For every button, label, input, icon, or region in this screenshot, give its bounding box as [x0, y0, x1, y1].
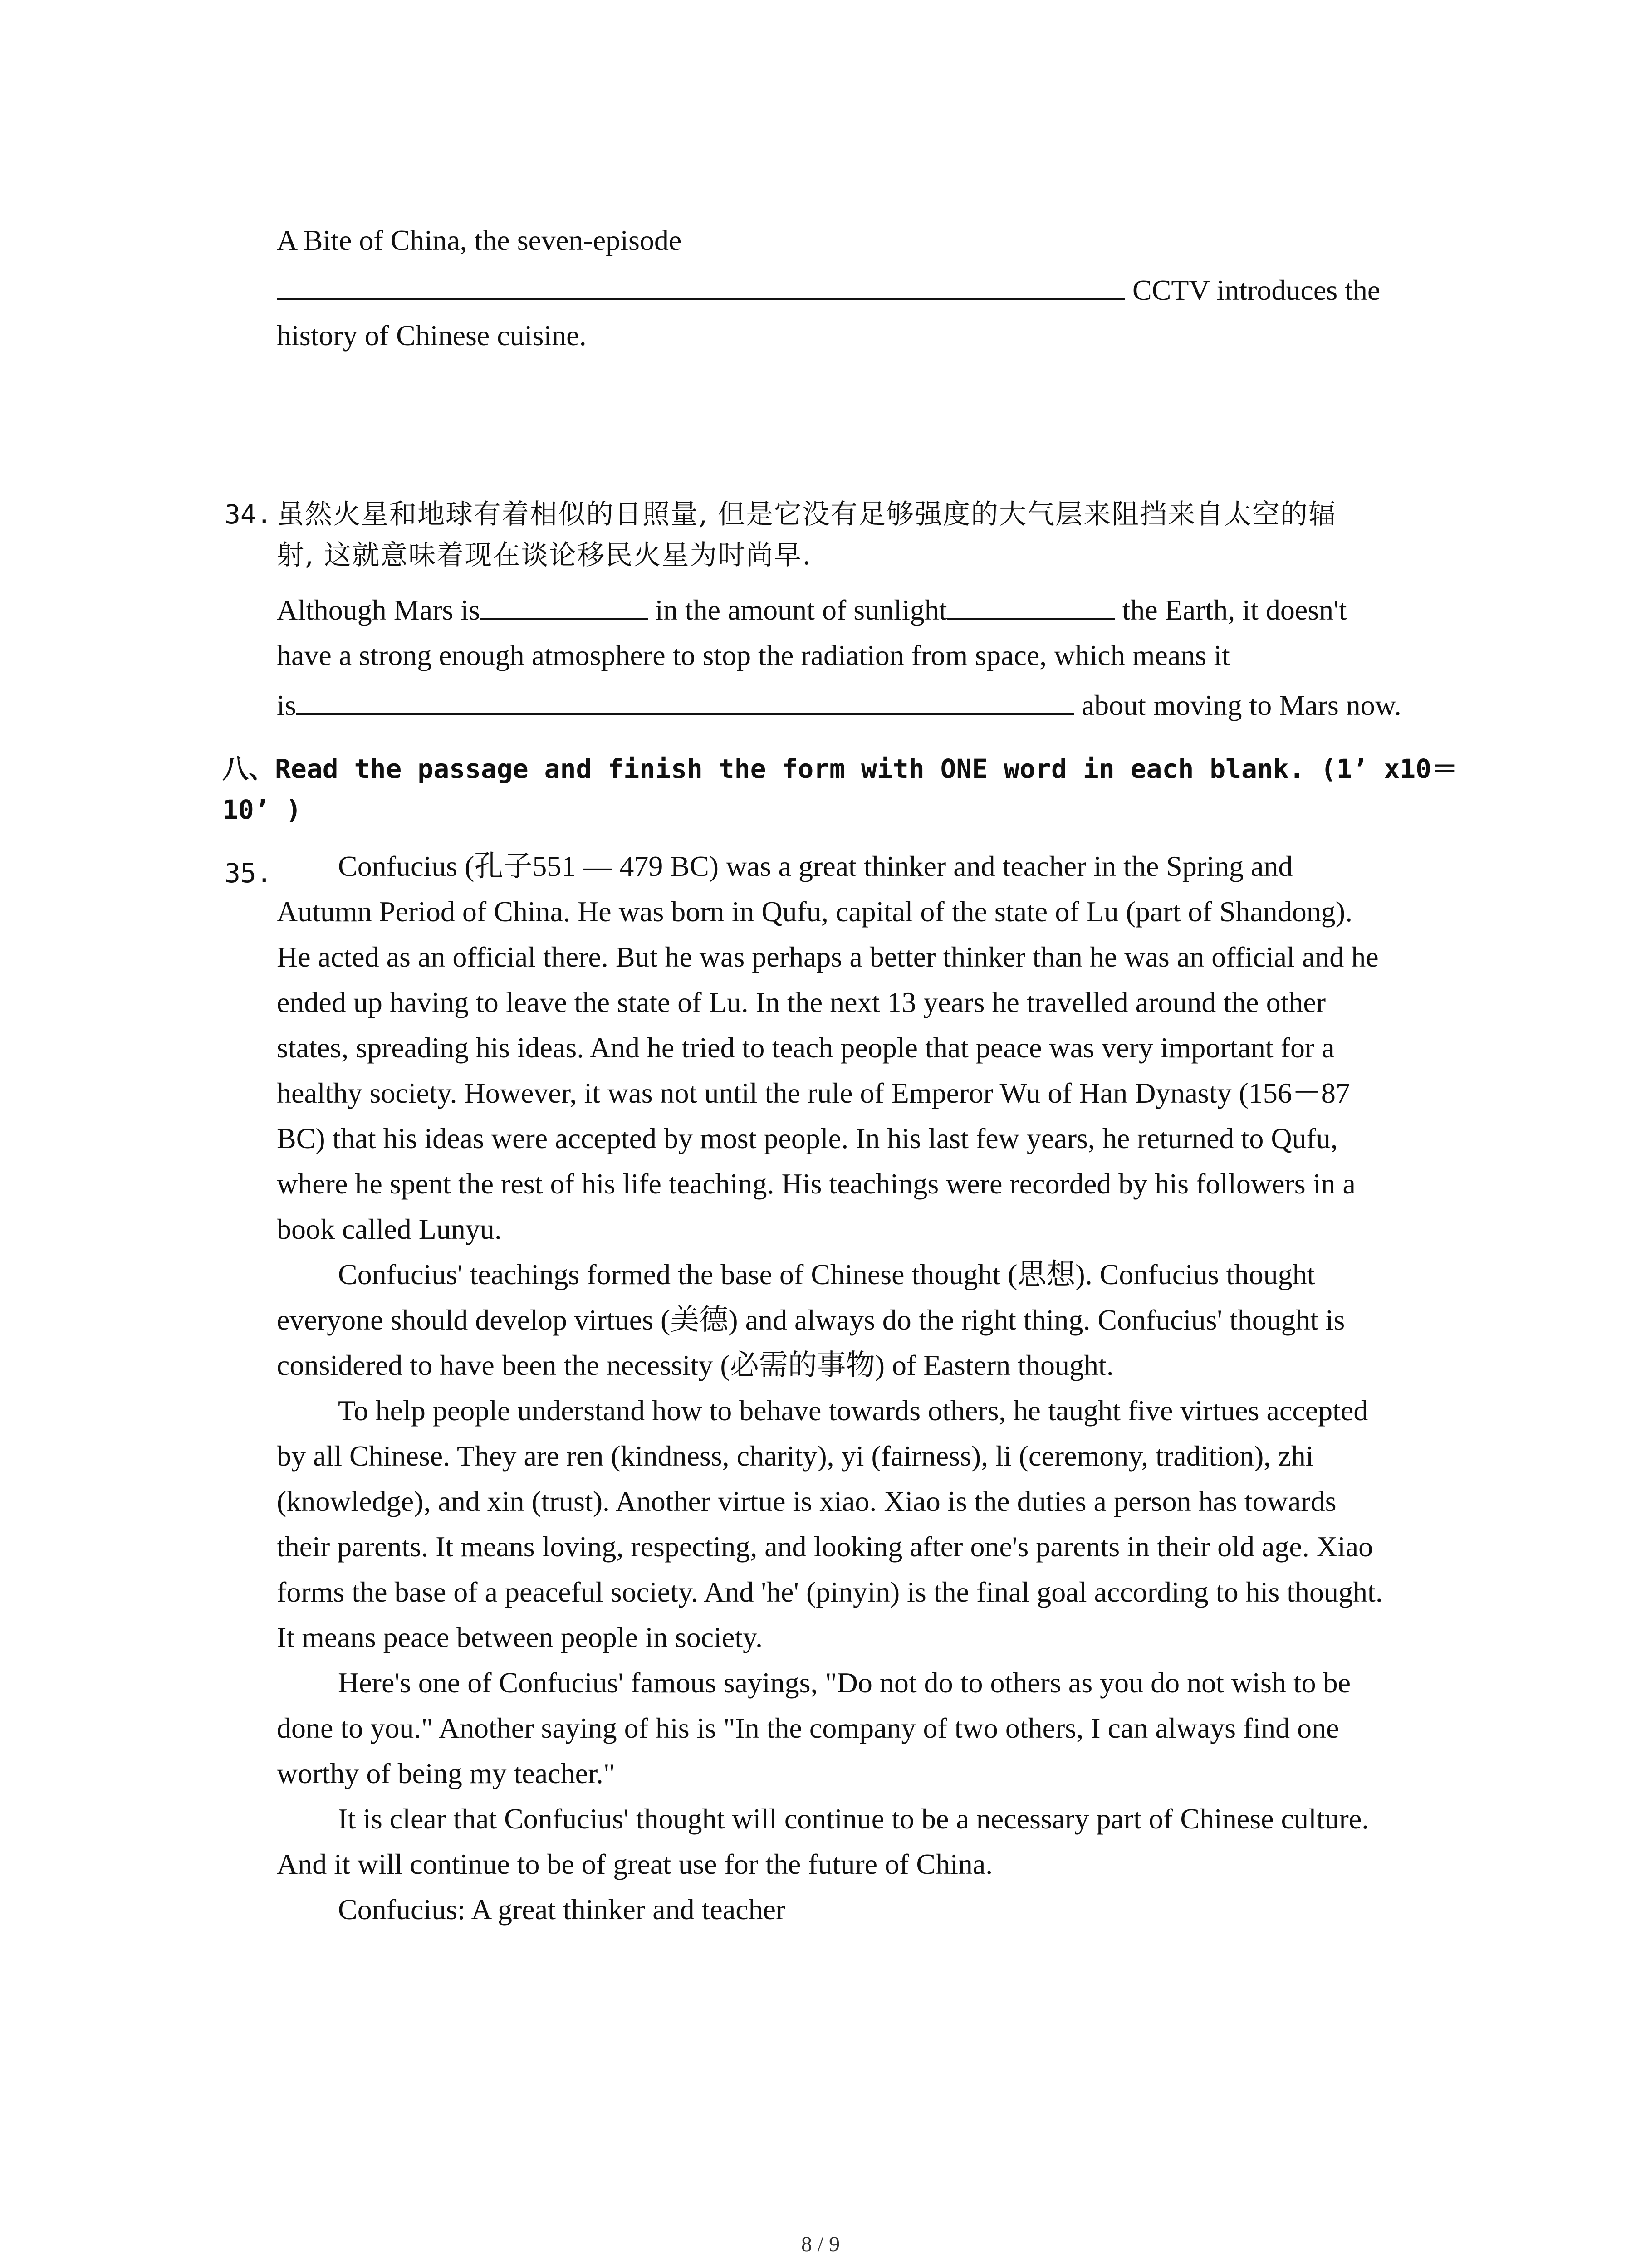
passage-line: And it will continue to be of great use for the future of China. — [277, 1848, 993, 1880]
passage-line: Autumn Period of China. He was born in Qufu, capital of the state of Lu (part of Shandong). — [277, 895, 1353, 928]
q34-chinese-line2: 射, 这就意味着现在谈论移民火星为时尚早. — [277, 539, 812, 571]
q34-text-is: is — [277, 689, 296, 721]
passage-line: worthy of being my teacher." — [277, 1757, 615, 1789]
answer-blank[interactable] — [947, 591, 1115, 620]
passage-line: It means peace between people in society. — [277, 1621, 763, 1653]
passage-line: Confucius' teachings formed the base of Chinese thought (思想). Confucius thought — [338, 1258, 1315, 1290]
q34-text-b: in the amount of sunlight — [655, 594, 947, 626]
answer-blank[interactable] — [296, 686, 1074, 715]
passage-line: It is clear that Confucius' thought will continue to be a necessary part of Chinese culture. — [338, 1803, 1369, 1835]
passage-line: by all Chinese. They are ren (kindness, charity), yi (fairness), li (ceremony, tradition), zhi — [277, 1440, 1314, 1472]
section-heading-cont: 10’ ) — [222, 794, 302, 825]
passage-line: considered to have been the necessity (必需的事物) of Eastern thought. — [277, 1349, 1114, 1381]
passage-line: He acted as an official there. But he was perhaps a better thinker than he was an official and he — [277, 941, 1379, 973]
passage-line: their parents. It means loving, respecting, and looking after one's parents in their old age. Xiao — [277, 1530, 1373, 1563]
q33-line3: history of Chinese cuisine. — [277, 319, 587, 352]
passage-line: healthy society. However, it was not until the rule of Emperor Wu of Han Dynasty (156－87 — [277, 1077, 1350, 1109]
passage — [277, 844, 1447, 1932]
passage-line: where he spent the rest of his life teaching. His teachings were recorded by his followers in a — [277, 1168, 1356, 1200]
passage-line: states, spreading his ideas. And he tried to teach people that peace was very important for a — [277, 1031, 1335, 1064]
q34-english-line3 — [277, 683, 1401, 728]
passage-line: forms the base of a peaceful society. And 'he' (pinyin) is the final goal according to his thought. — [277, 1576, 1383, 1608]
passage-line: BC) that his ideas were accepted by most people. In his last few years, he returned to Qufu, — [277, 1122, 1338, 1154]
q34-english-line2: have a strong enough atmosphere to stop the radiation from space, which means it — [277, 639, 1230, 671]
q33-line2 — [277, 268, 1380, 313]
q33-line1: A Bite of China, the seven-episode — [277, 224, 682, 256]
passage-line: ended up having to leave the state of Lu. In the next 13 years he travelled around the other — [277, 986, 1326, 1018]
passage-line: everyone should develop virtues (美德) and always do the right thing. Confucius' thought is — [277, 1304, 1345, 1336]
q34-chinese-line1: 虽然火星和地球有着相似的日照量, 但是它没有足够强度的大气层来阻挡来自太空的辐 — [277, 499, 1337, 530]
q34-text-c: the Earth, it doesn't — [1122, 594, 1347, 626]
q33-line2-suffix: CCTV introduces the — [1132, 274, 1381, 306]
passage-line: Here's one of Confucius' famous sayings, "Do not do to others as you do not wish to be — [338, 1667, 1351, 1699]
passage-line: book called Lunyu. — [277, 1213, 502, 1245]
passage-line: (knowledge), and xin (trust). Another virtue is xiao. Xiao is the duties a person has towards — [277, 1485, 1337, 1517]
page-number: 8 / 9 — [801, 2232, 840, 2256]
passage-line: To help people understand how to behave towards others, he taught five virtues accepted — [338, 1394, 1368, 1427]
q34-text-end: about moving to Mars now. — [1081, 689, 1401, 721]
passage-line: Confucius (孔子551 — 479 BC) was a great thinker and teacher in the Spring and — [338, 850, 1293, 882]
form-title: Confucius: A great thinker and teacher — [338, 1893, 786, 1926]
question-number: 34. — [225, 499, 272, 530]
passage-line: done to you." Another saying of his is "In the company of two others, I can always find one — [277, 1712, 1339, 1744]
question-number: 35. — [225, 858, 272, 889]
section-heading: 八、Read the passage and finish the form with ONE word in each blank. (1’ x10＝ — [222, 753, 1458, 784]
q34-english-line1 — [277, 587, 1347, 633]
q34-text-a: Although Mars is — [277, 594, 480, 626]
answer-blank[interactable] — [480, 591, 648, 620]
answer-blank[interactable] — [277, 271, 1125, 300]
